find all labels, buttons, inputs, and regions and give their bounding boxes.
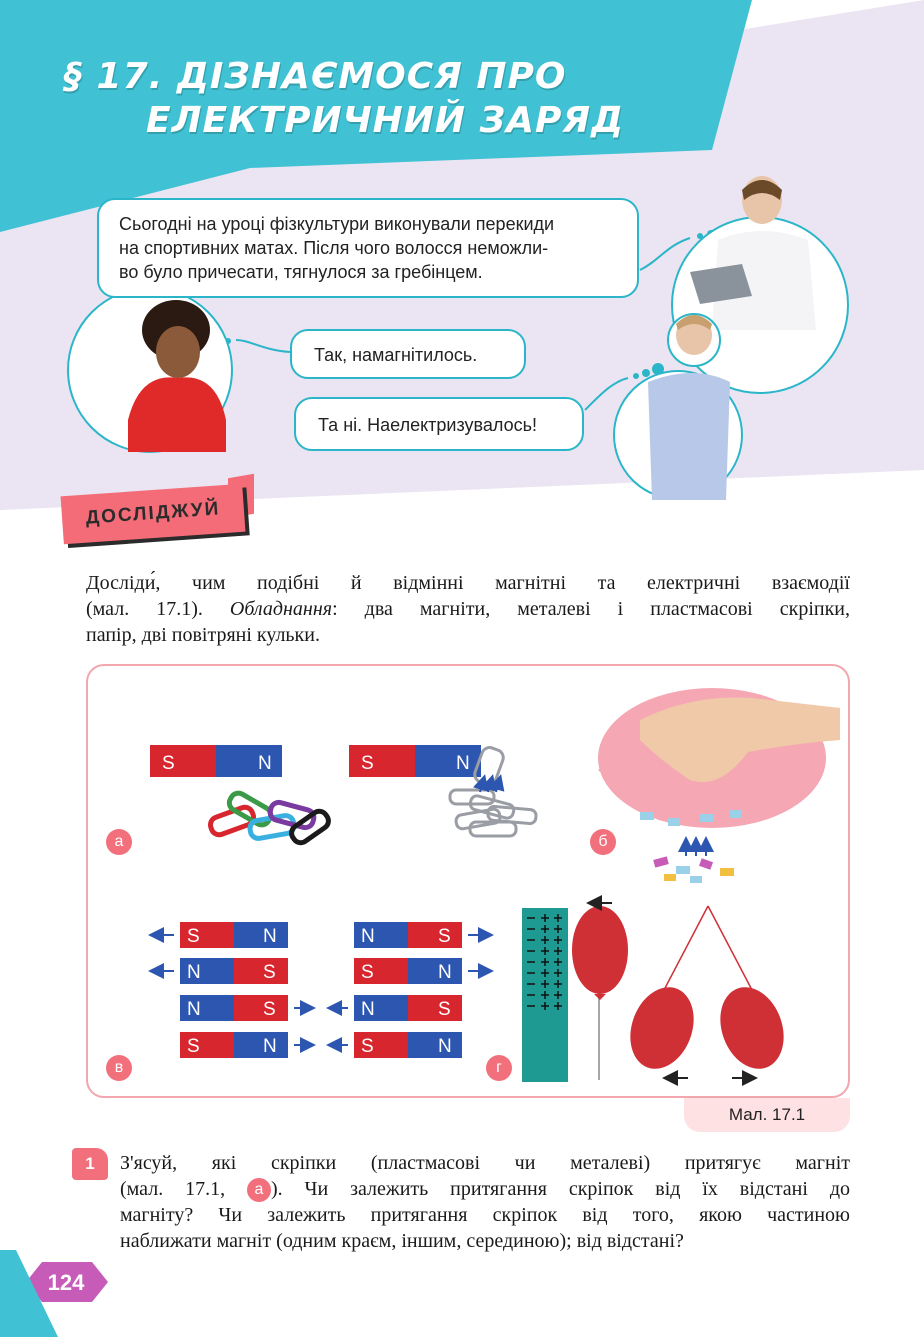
marker-b: б (590, 829, 616, 855)
bubble-text: Та ні. Наелектризувалось! (318, 415, 537, 435)
pole-label-n: N (456, 753, 470, 774)
bubble-line: Сьогодні на уроці фізкультури виконували перекиди (119, 214, 555, 234)
magnet-pairs (152, 922, 490, 1058)
section-title-line1: § 17. ДІЗНАЄМОСЯ ПРО (64, 56, 567, 97)
question-line2-rest: ). Чи залежить притягання скріпок від їх відстані до (270, 1178, 850, 1200)
magnet-pair-repel-2 (152, 958, 490, 984)
page-number: 124 (47, 1270, 85, 1295)
question-number: 1 (72, 1148, 108, 1180)
pole-label-n: N (361, 926, 375, 947)
intro-line1: Досліди́, чим подібні й відмінні магнітні та електричні взаємодії (86, 572, 850, 594)
question-line1: З'ясуй, які скріпки (пластмасові чи металеві) притягує магніт (120, 1152, 850, 1174)
magnet-a2 (349, 745, 481, 777)
pole-label-n: N (438, 1036, 452, 1057)
question-line2-text: (мал. 17.1, (120, 1178, 247, 1200)
bubble-line: во було причесати, тягнулося за гребінцем. (119, 262, 483, 282)
marker-a: а (106, 829, 132, 855)
figure-caption: Мал. 17.1 (684, 1098, 850, 1132)
plastic-clips (208, 790, 331, 846)
balloon-rubbing (598, 688, 840, 828)
intro-line3: папір, дві повітряні кульки. (86, 624, 320, 646)
pole-label-s: S (438, 926, 451, 947)
pole-label-n: N (263, 1036, 277, 1057)
magnet-pair-attract-2 (180, 1032, 462, 1058)
explore-tag: ДОСЛІДЖУЙ (61, 484, 246, 545)
paper-pieces (653, 840, 734, 883)
bubble-line: на спортивних матах. Після чого волосся неможли- (119, 238, 549, 258)
pole-label-s: S (361, 1036, 374, 1057)
pole-label-n: N (263, 926, 277, 947)
pole-label-s: S (263, 999, 276, 1020)
magnet-pair-repel-1 (152, 922, 490, 948)
pole-label-s: S (361, 753, 374, 774)
intro-line2-text: (мал. 17.1). (86, 598, 230, 620)
question-line4: наближати магніт (одним краєм, іншим, серединою); від відстані? (120, 1230, 684, 1253)
charged-plate (522, 908, 568, 1082)
pole-label-s: S (438, 999, 451, 1020)
pole-label-n: N (438, 962, 452, 983)
pole-label-n: N (187, 999, 201, 1020)
repelling-balloons (619, 906, 794, 1078)
bubble-text: Так, намагнітилось. (314, 345, 478, 365)
pole-label-s: S (187, 926, 200, 947)
pole-label-s: S (361, 962, 374, 983)
inline-marker-a: а (247, 1178, 271, 1202)
attracted-balloon (572, 903, 628, 1080)
marker-c: в (106, 1055, 132, 1081)
pole-label-n: N (187, 962, 201, 983)
intro-line2-rest: : два магніти, металеві і пластмасові скріпки, (332, 598, 850, 620)
pole-label-n: N (361, 999, 375, 1020)
pole-label-s: S (263, 962, 276, 983)
magnet-pair-attract-1 (180, 995, 462, 1021)
question-line2 (120, 1176, 850, 1202)
pole-label-s: S (187, 1036, 200, 1057)
equipment-label: Обладнання (229, 598, 333, 620)
pole-label-s: S (162, 753, 175, 774)
question-line3: магніту? Чи залежить притягання скріпок від того, якою частиною (120, 1204, 850, 1227)
pole-label-n: N (258, 753, 272, 774)
magnet-a1 (150, 745, 282, 777)
question-text (120, 1150, 850, 1254)
marker-d: г (486, 1055, 512, 1081)
section-title-line2: ЕЛЕКТРИЧНИЙ ЗАРЯД (146, 100, 625, 141)
